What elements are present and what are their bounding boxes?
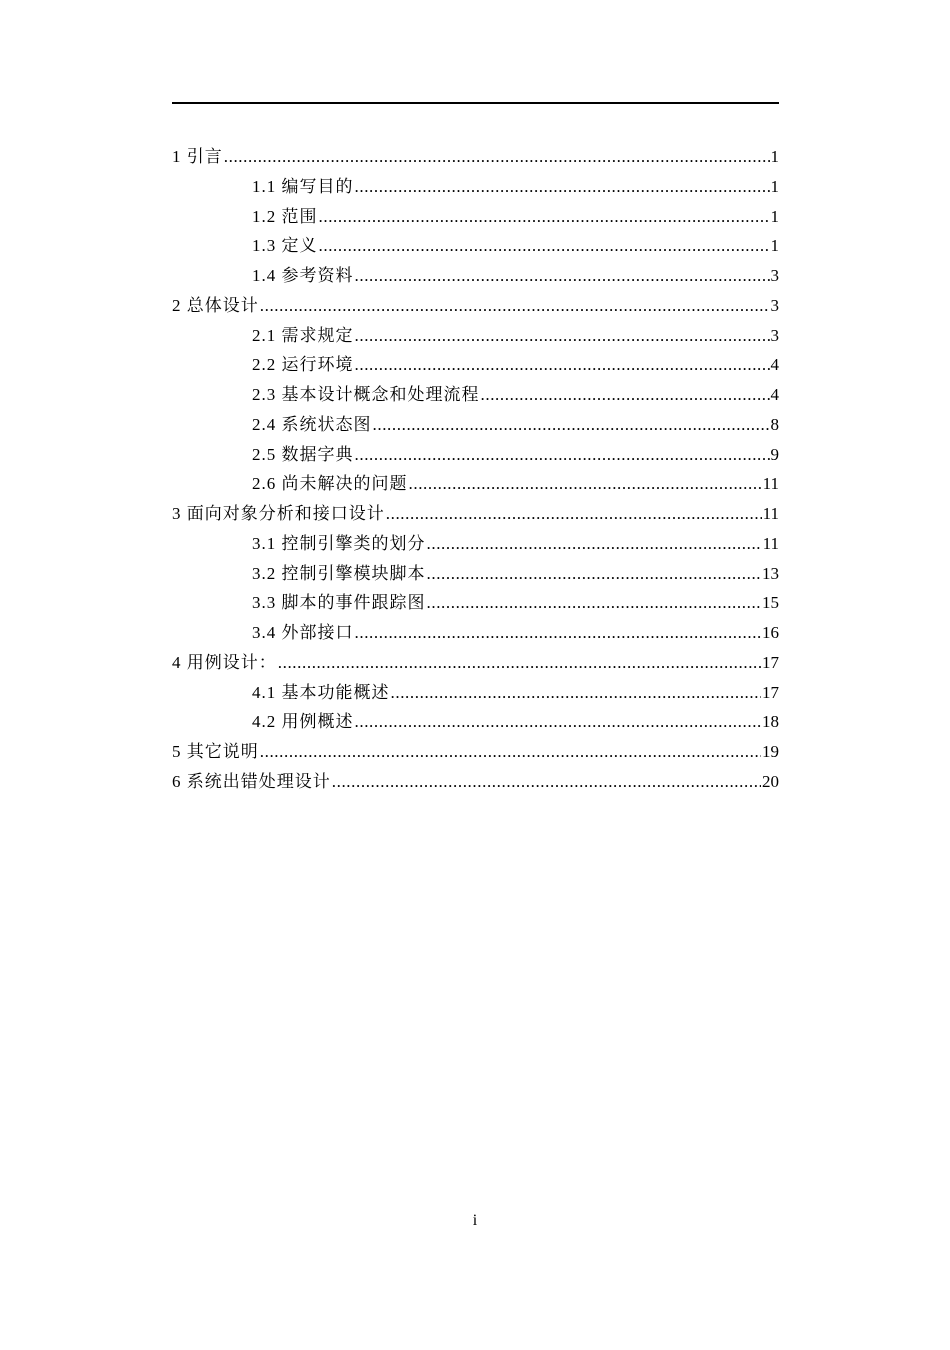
- toc-entry-title: 2.6 尚未解决的问题: [252, 474, 408, 494]
- toc-dot-leader: [355, 172, 770, 202]
- toc-entry-page: 8: [770, 414, 779, 434]
- toc-entry-page: 3: [770, 295, 779, 315]
- toc-entry-title: 3.2 控制引擎模块脚本: [252, 563, 426, 583]
- page-number: i: [472, 1212, 478, 1229]
- toc-entry-page: 11: [762, 504, 779, 523]
- toc-entry-page: 15: [762, 593, 779, 613]
- toc-entry-title: 1.2 范围: [252, 206, 318, 226]
- toc-entry-title: 2.4 系统状态图: [252, 414, 372, 434]
- toc-dot-leader: [427, 588, 762, 618]
- toc-dot-leader: [427, 529, 762, 559]
- toc-entry-page: 20: [762, 771, 779, 791]
- toc-entry[interactable]: [172, 350, 779, 380]
- toc-dot-leader: [355, 618, 762, 648]
- toc-entry[interactable]: [172, 737, 779, 767]
- toc-dot-leader: [409, 469, 762, 499]
- toc-dot-leader: [355, 707, 762, 737]
- table-of-contents: [172, 142, 779, 797]
- toc-entry-page: 9: [770, 444, 779, 464]
- toc-dot-leader: [260, 291, 770, 321]
- toc-dot-leader: [355, 261, 770, 291]
- toc-dot-leader: [224, 142, 770, 172]
- toc-entry-title: 2.1 需求规定: [252, 325, 354, 345]
- toc-dot-leader: [355, 321, 770, 351]
- toc-entry-page: 1: [770, 206, 779, 226]
- header-rule: [172, 102, 779, 104]
- toc-entry-title: 4.1 基本功能概述: [252, 682, 390, 702]
- toc-entry-title: 3.1 控制引擎类的划分: [252, 533, 426, 553]
- toc-entry-page: 4: [770, 355, 779, 375]
- toc-entry[interactable]: [172, 380, 779, 410]
- toc-entry-title: 4 用例设计：: [172, 652, 277, 672]
- toc-entry-title: 2.5 数据字典: [252, 444, 354, 464]
- toc-entry[interactable]: [172, 172, 779, 202]
- toc-entry-title: 4.2 用例概述: [252, 712, 354, 732]
- toc-dot-leader: [260, 737, 761, 767]
- toc-entry-title: 6 系统出错处理设计: [172, 771, 331, 791]
- toc-dot-leader: [427, 559, 762, 589]
- toc-entry[interactable]: [172, 231, 779, 261]
- toc-entry-title: 3 面向对象分析和接口设计: [172, 504, 385, 523]
- toc-entry[interactable]: [172, 648, 779, 678]
- toc-entry-page: 4: [770, 385, 779, 404]
- toc-entry-page: 16: [762, 623, 779, 642]
- toc-entry-page: 17: [762, 682, 779, 702]
- toc-entry-page: 3: [770, 266, 779, 285]
- toc-entry[interactable]: [172, 291, 779, 321]
- toc-entry[interactable]: [172, 142, 779, 172]
- toc-entry-title: 2.3 基本设计概念和处理流程: [252, 385, 480, 404]
- toc-entry-page: 17: [762, 652, 779, 672]
- toc-entry[interactable]: [172, 469, 779, 499]
- toc-dot-leader: [319, 202, 770, 232]
- toc-dot-leader: [332, 767, 761, 797]
- toc-entry[interactable]: [172, 559, 779, 589]
- toc-entry[interactable]: [172, 440, 779, 470]
- toc-dot-leader: [481, 380, 770, 410]
- toc-dot-leader: [355, 440, 770, 470]
- toc-entry-page: 1: [770, 236, 779, 256]
- toc-dot-leader: [355, 350, 770, 380]
- toc-entry-page: 11: [762, 533, 779, 553]
- toc-entry[interactable]: [172, 588, 779, 618]
- toc-entry-title: 1.4 参考资料: [252, 266, 354, 285]
- toc-dot-leader: [386, 499, 762, 529]
- toc-entry[interactable]: [172, 499, 779, 529]
- toc-entry-title: 1 引言: [172, 147, 223, 166]
- toc-entry-title: 5 其它说明: [172, 742, 259, 761]
- toc-entry-title: 2.2 运行环境: [252, 355, 354, 375]
- toc-entry-title: 3.4 外部接口: [252, 623, 354, 642]
- toc-dot-leader: [373, 410, 770, 440]
- toc-entry-title: 1.1 编写目的: [252, 176, 354, 196]
- toc-entry[interactable]: [172, 767, 779, 797]
- toc-entry[interactable]: [172, 202, 779, 232]
- toc-entry[interactable]: [172, 618, 779, 648]
- toc-entry-title: 2 总体设计: [172, 295, 259, 315]
- toc-dot-leader: [278, 648, 761, 678]
- toc-entry-page: 1: [770, 176, 779, 196]
- toc-entry[interactable]: [172, 529, 779, 559]
- toc-entry-page: 18: [762, 712, 779, 732]
- toc-entry-page: 1: [770, 147, 779, 166]
- toc-entry-title: 1.3 定义: [252, 236, 318, 256]
- toc-entry-page: 13: [762, 563, 779, 583]
- toc-entry[interactable]: [172, 410, 779, 440]
- toc-entry[interactable]: [172, 707, 779, 737]
- toc-dot-leader: [319, 231, 770, 261]
- toc-entry[interactable]: [172, 261, 779, 291]
- toc-dot-leader: [391, 678, 762, 708]
- toc-entry[interactable]: [172, 321, 779, 351]
- toc-entry-title: 3.3 脚本的事件跟踪图: [252, 593, 426, 613]
- toc-entry-page: 19: [762, 742, 779, 761]
- toc-entry[interactable]: [172, 678, 779, 708]
- toc-entry-page: 11: [762, 474, 779, 494]
- toc-entry-page: 3: [770, 325, 779, 345]
